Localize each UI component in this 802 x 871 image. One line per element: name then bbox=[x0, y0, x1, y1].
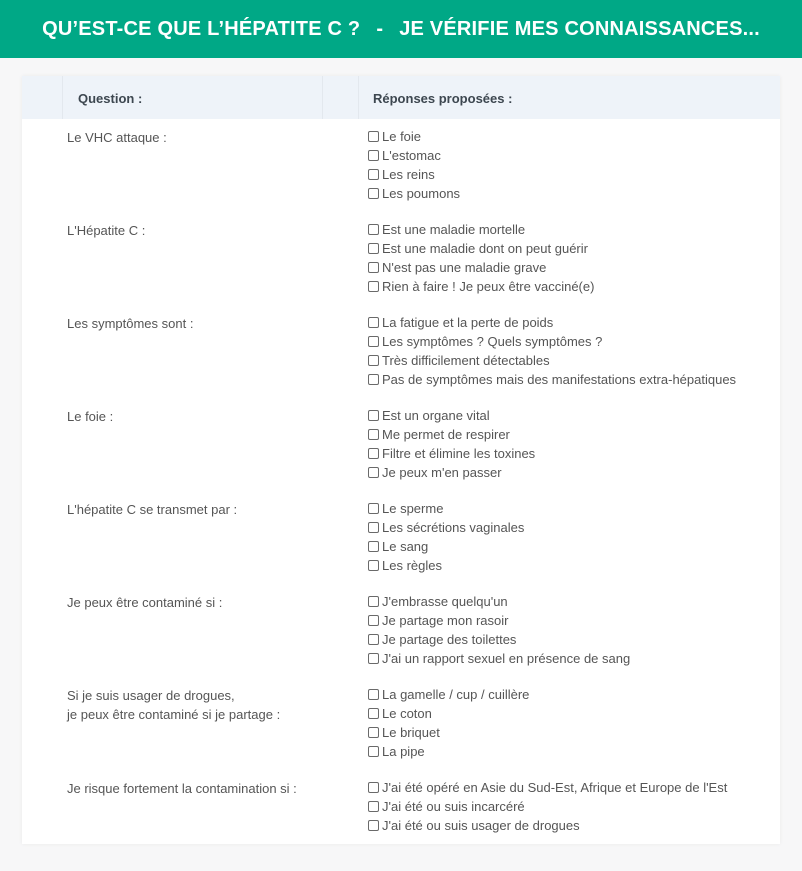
answer-option[interactable] bbox=[368, 184, 460, 203]
answer-label: J'ai un rapport sexuel en présence de sang bbox=[382, 651, 631, 666]
question-line: Le foie : bbox=[67, 409, 114, 424]
answer-option[interactable] bbox=[368, 463, 535, 482]
question-text bbox=[67, 128, 327, 147]
answer-option[interactable] bbox=[368, 649, 630, 668]
answer-label: Le foie bbox=[382, 129, 422, 144]
answer-checkbox[interactable] bbox=[368, 634, 379, 645]
question-text bbox=[67, 221, 327, 240]
answer-label: Les reins bbox=[382, 167, 435, 182]
answer-option[interactable] bbox=[368, 611, 630, 630]
answer-option[interactable] bbox=[368, 537, 524, 556]
answer-label: J'ai été ou suis usager de drogues bbox=[382, 818, 580, 833]
answer-checkbox[interactable] bbox=[368, 653, 379, 664]
quiz-table bbox=[22, 76, 780, 844]
question-line: L'Hépatite C : bbox=[67, 223, 146, 238]
answer-checkbox[interactable] bbox=[368, 689, 379, 700]
answer-option[interactable] bbox=[368, 351, 736, 370]
answer-label: La pipe bbox=[382, 744, 425, 759]
answer-label: Très difficilement détectables bbox=[382, 353, 550, 368]
answer-checkbox[interactable] bbox=[368, 169, 379, 180]
answer-checkbox[interactable] bbox=[368, 560, 379, 571]
answer-list bbox=[368, 499, 524, 575]
answer-option[interactable] bbox=[368, 778, 727, 797]
answer-option[interactable] bbox=[368, 797, 727, 816]
answer-checkbox[interactable] bbox=[368, 188, 379, 199]
answer-label: La gamelle / cup / cuillère bbox=[382, 687, 530, 702]
question-row bbox=[22, 499, 780, 592]
answer-label: Les poumons bbox=[382, 186, 461, 201]
question-row bbox=[22, 685, 780, 778]
answer-option[interactable] bbox=[368, 425, 535, 444]
answer-option[interactable] bbox=[368, 370, 736, 389]
question-row bbox=[22, 592, 780, 685]
answer-checkbox[interactable] bbox=[368, 410, 379, 421]
question-text bbox=[67, 779, 327, 798]
answer-option[interactable] bbox=[368, 239, 594, 258]
question-text bbox=[67, 407, 327, 426]
answer-option[interactable] bbox=[368, 723, 529, 742]
question-text bbox=[67, 314, 327, 333]
answer-label: Les règles bbox=[382, 558, 442, 573]
answer-list bbox=[368, 406, 535, 482]
question-line: Je peux être contaminé si : bbox=[67, 595, 223, 610]
answer-option[interactable] bbox=[368, 220, 594, 239]
answer-checkbox[interactable] bbox=[368, 522, 379, 533]
answer-checkbox[interactable] bbox=[368, 503, 379, 514]
answer-option[interactable] bbox=[368, 816, 727, 835]
question-row bbox=[22, 406, 780, 499]
table-header bbox=[22, 76, 780, 119]
answer-checkbox[interactable] bbox=[368, 448, 379, 459]
answer-checkbox[interactable] bbox=[368, 820, 379, 831]
question-line: Je risque fortement la contamination si : bbox=[67, 781, 297, 796]
question-line: Les symptômes sont : bbox=[67, 316, 194, 331]
answer-checkbox[interactable] bbox=[368, 131, 379, 142]
answer-label: Le coton bbox=[382, 706, 432, 721]
answer-checkbox[interactable] bbox=[368, 727, 379, 738]
answer-label: J'ai été opéré en Asie du Sud-Est, Afrique et Europe de l'Est bbox=[382, 780, 728, 795]
answer-checkbox[interactable] bbox=[368, 262, 379, 273]
answer-label: Je partage mon rasoir bbox=[382, 613, 509, 628]
answer-option[interactable] bbox=[368, 313, 736, 332]
header-title-left: QU’EST-CE QUE L’HÉPATITE C ? bbox=[42, 17, 361, 40]
answer-option[interactable] bbox=[368, 630, 630, 649]
answer-list bbox=[368, 685, 529, 761]
answer-option[interactable] bbox=[368, 258, 594, 277]
answer-list bbox=[368, 313, 736, 389]
answer-option[interactable] bbox=[368, 518, 524, 537]
table-header-spacer-2 bbox=[323, 76, 359, 119]
answer-checkbox[interactable] bbox=[368, 801, 379, 812]
answer-label: Pas de symptômes mais des manifestations extra-hépatiques bbox=[382, 372, 737, 387]
answer-option[interactable] bbox=[368, 685, 529, 704]
answer-label: J'embrasse quelqu'un bbox=[382, 594, 508, 609]
answer-option[interactable] bbox=[368, 165, 460, 184]
answer-checkbox[interactable] bbox=[368, 374, 379, 385]
answer-label: Est une maladie mortelle bbox=[382, 222, 526, 237]
answer-list bbox=[368, 592, 630, 668]
answer-label: Je partage des toilettes bbox=[382, 632, 517, 647]
header-separator: - bbox=[376, 17, 384, 40]
answer-checkbox[interactable] bbox=[368, 243, 379, 254]
answer-checkbox[interactable] bbox=[368, 281, 379, 292]
answer-option[interactable] bbox=[368, 332, 736, 351]
answer-option[interactable] bbox=[368, 704, 529, 723]
answer-label: Le sang bbox=[382, 539, 429, 554]
column-header-answers: Réponses proposées : bbox=[373, 91, 513, 106]
answer-option[interactable] bbox=[368, 592, 630, 611]
question-line: Le VHC attaque : bbox=[67, 130, 167, 145]
answer-list bbox=[368, 127, 460, 203]
answer-label: Les symptômes ? Quels symptômes ? bbox=[382, 334, 603, 349]
answer-checkbox[interactable] bbox=[368, 150, 379, 161]
answer-label: Les sécrétions vaginales bbox=[382, 520, 525, 535]
question-text bbox=[67, 500, 327, 519]
answer-checkbox[interactable] bbox=[368, 541, 379, 552]
question-row bbox=[22, 220, 780, 313]
answer-checkbox[interactable] bbox=[368, 596, 379, 607]
answer-label: L'estomac bbox=[382, 148, 441, 163]
answer-option[interactable] bbox=[368, 406, 535, 425]
answer-checkbox[interactable] bbox=[368, 746, 379, 757]
answer-option[interactable] bbox=[368, 556, 524, 575]
answer-checkbox[interactable] bbox=[368, 317, 379, 328]
question-text bbox=[67, 686, 327, 724]
answer-list bbox=[368, 778, 727, 835]
column-header-question: Question : bbox=[78, 91, 143, 106]
answer-option[interactable] bbox=[368, 277, 594, 296]
answer-checkbox[interactable] bbox=[368, 355, 379, 366]
page-header bbox=[0, 0, 802, 58]
answer-label: Le briquet bbox=[382, 725, 440, 740]
answer-option[interactable] bbox=[368, 127, 460, 146]
answer-checkbox[interactable] bbox=[368, 782, 379, 793]
answer-label: Est une maladie dont on peut guérir bbox=[382, 241, 588, 256]
question-row bbox=[22, 127, 780, 220]
question-line: Si je suis usager de drogues, bbox=[67, 688, 235, 703]
answer-checkbox[interactable] bbox=[368, 224, 379, 235]
answer-list bbox=[368, 220, 594, 296]
answer-label: La fatigue et la perte de poids bbox=[382, 315, 554, 330]
answer-label: Je peux m'en passer bbox=[382, 465, 502, 480]
answer-label: Filtre et élimine les toxines bbox=[382, 446, 536, 461]
answer-label: Est un organe vital bbox=[382, 408, 490, 423]
question-line: je peux être contaminé si je partage : bbox=[67, 707, 281, 722]
answer-label: Le sperme bbox=[382, 501, 444, 516]
quiz-rows bbox=[22, 127, 780, 871]
answer-label: J'ai été ou suis incarcéré bbox=[382, 799, 525, 814]
answer-label: N'est pas une maladie grave bbox=[382, 260, 547, 275]
answer-checkbox[interactable] bbox=[368, 336, 379, 347]
question-text bbox=[67, 593, 327, 612]
table-header-spacer bbox=[22, 76, 63, 119]
question-line: L'hépatite C se transmet par : bbox=[67, 502, 238, 517]
answer-checkbox[interactable] bbox=[368, 467, 379, 478]
answer-option[interactable] bbox=[368, 146, 460, 165]
header-title-right: JE VÉRIFIE MES CONNAISSANCES... bbox=[399, 17, 760, 40]
answer-label: Rien à faire ! Je peux être vacciné(e) bbox=[382, 279, 595, 294]
answer-checkbox[interactable] bbox=[368, 615, 379, 626]
answer-checkbox[interactable] bbox=[368, 708, 379, 719]
answer-option[interactable] bbox=[368, 444, 535, 463]
answer-checkbox[interactable] bbox=[368, 429, 379, 440]
question-row bbox=[22, 313, 780, 406]
answer-option[interactable] bbox=[368, 742, 529, 761]
answer-option[interactable] bbox=[368, 499, 524, 518]
answer-label: Me permet de respirer bbox=[382, 427, 510, 442]
question-row bbox=[22, 778, 780, 871]
